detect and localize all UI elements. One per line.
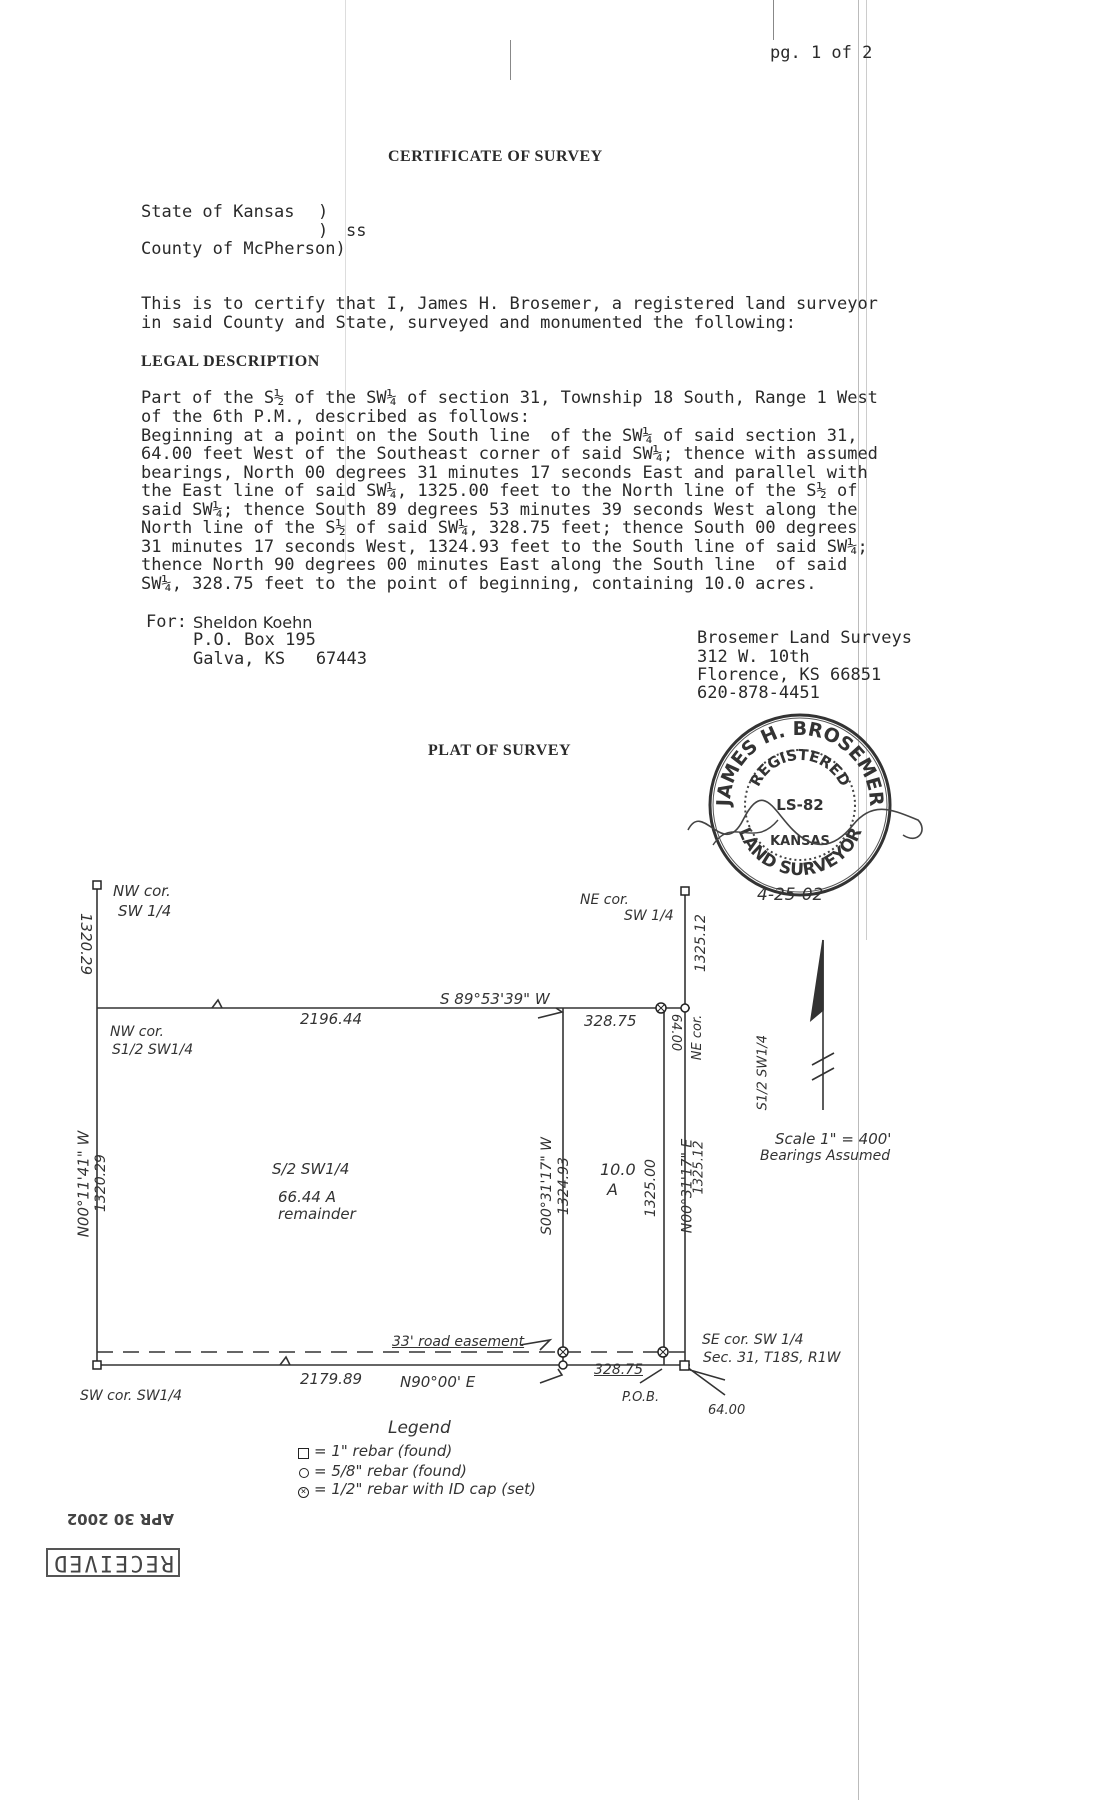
legend-title: Legend bbox=[388, 1418, 451, 1438]
bearings-note: Bearings Assumed bbox=[760, 1148, 891, 1164]
tract-acres-unit: A bbox=[607, 1180, 618, 1199]
east-distance-south: 1325.12 bbox=[691, 1140, 707, 1195]
client-address: P.O. Box 195 bbox=[193, 630, 316, 650]
legend-item: = 5/8" rebar (found) bbox=[314, 1462, 467, 1480]
south-bearing-label: N90°00' E bbox=[400, 1373, 476, 1391]
break-symbol bbox=[212, 1000, 222, 1008]
east-distance-north: 1325.12 bbox=[692, 914, 709, 972]
north-arrow bbox=[811, 940, 823, 1020]
venue-paren: ) bbox=[318, 202, 329, 222]
north-bearing-label: S 89°53'39" W bbox=[440, 990, 550, 1008]
for-label: For: bbox=[146, 612, 187, 632]
nw-cor-sw-label: SW 1/4 bbox=[118, 902, 172, 920]
north-offset-distance: 64.00 bbox=[668, 1013, 684, 1052]
venue-state: State of Kansas bbox=[141, 202, 295, 222]
north-distance-tract: 328.75 bbox=[584, 1012, 637, 1030]
legal-line: 31 minutes 17 seconds West, 1324.93 feet to the South line of said SW¼; bbox=[141, 537, 868, 557]
venue-county: County of McPherson) bbox=[141, 239, 346, 259]
east-bearing-label: N00°31'17" E bbox=[679, 1138, 696, 1234]
seal-top-text: JAMES H. BROSEMER bbox=[712, 717, 888, 807]
seal-date: 4-25-02 bbox=[757, 885, 824, 905]
page-number: pg. 1 of 2 bbox=[770, 43, 873, 63]
bearing-arrow bbox=[540, 1369, 562, 1383]
seal-license: LS-82 bbox=[776, 796, 824, 814]
easement-arrow bbox=[520, 1340, 550, 1350]
monument-found-5-8-rebar bbox=[559, 1361, 567, 1369]
tract-west-bearing: S00°31'17" W bbox=[538, 1137, 555, 1235]
received-stamp-word: RECEIVED bbox=[46, 1548, 180, 1577]
legend-cap-icon: × bbox=[298, 1487, 309, 1498]
received-stamp bbox=[30, 1510, 180, 1577]
legal-line: thence North 90 degrees 00 minutes East along the South line of said bbox=[141, 555, 848, 575]
monument-found-rebar bbox=[681, 887, 689, 895]
legal-line: the East line of said SW¼, 1325.00 feet to the North line of the S½ of bbox=[141, 481, 858, 501]
ne-cor-sw-label: NE cor. bbox=[580, 892, 629, 908]
seal-state: KANSAS bbox=[770, 834, 830, 849]
legal-line: of the 6th P.M., described as follows: bbox=[141, 407, 530, 427]
legal-line: 64.00 feet West of the Southeast corner of said SW¼; thence with assumed bbox=[141, 444, 878, 464]
legal-line: Part of the S½ of the SW¼ of section 31, Township 18 South, Range 1 West bbox=[141, 388, 878, 408]
legend-item: = 1/2" rebar with ID cap (set) bbox=[314, 1480, 536, 1498]
legend-square-icon bbox=[298, 1448, 309, 1459]
se-cor-label: Sec. 31, T18S, R1W bbox=[703, 1350, 841, 1366]
surveyor-name: Brosemer Land Surveys bbox=[697, 628, 912, 648]
venue-ss: ss bbox=[346, 221, 367, 241]
remainder-label: remainder bbox=[278, 1205, 356, 1223]
remainder-acres: 66.44 A bbox=[278, 1188, 336, 1206]
venue-paren: ) bbox=[318, 221, 329, 241]
monument-found-5-8-rebar bbox=[681, 1004, 689, 1012]
south-distance-west: 2179.89 bbox=[300, 1370, 363, 1388]
legend-circle-icon bbox=[299, 1468, 309, 1478]
plat-heading: PLAT OF SURVEY bbox=[428, 742, 572, 759]
road-easement-label: 33' road easement bbox=[392, 1334, 525, 1350]
monument-found-rebar bbox=[680, 1361, 689, 1370]
pob-pointer bbox=[640, 1369, 662, 1383]
south-distance-tract: 328.75 bbox=[594, 1362, 643, 1378]
tract-east-distance: 1325.00 bbox=[642, 1159, 659, 1217]
nw-cor-sw-label: NW cor. bbox=[113, 882, 171, 900]
legend-item: = 1" rebar (found) bbox=[314, 1442, 453, 1460]
surveyor-phone: 620-878-4451 bbox=[697, 683, 820, 703]
west-bearing-label: N00°11'41" W bbox=[74, 1130, 93, 1238]
nw-cor-s-half-label: NW cor. bbox=[110, 1024, 164, 1040]
ne-cor-sw-label: SW 1/4 bbox=[624, 908, 674, 924]
legal-line: bearings, North 00 degrees 31 minutes 17 seconds East and parallel with bbox=[141, 463, 868, 483]
nw-cor-s-half-label: S1/2 SW1/4 bbox=[112, 1042, 194, 1058]
surveyor-address: 312 W. 10th bbox=[697, 647, 810, 667]
pob-label: P.O.B. bbox=[622, 1390, 660, 1405]
legal-line: SW¼, 328.75 feet to the point of beginning, containing 10.0 acres. bbox=[141, 574, 817, 594]
west-distance-north: 1320.29 bbox=[77, 912, 96, 976]
document-title: CERTIFICATE OF SURVEY bbox=[388, 148, 603, 165]
west-distance-south: 1320.29 bbox=[92, 1154, 109, 1212]
sw-cor-label: SW cor. SW1/4 bbox=[80, 1388, 183, 1404]
legal-description-heading: LEGAL DESCRIPTION bbox=[141, 353, 320, 370]
received-stamp-date: APR 30 2002 bbox=[66, 1510, 174, 1528]
scale-note: Scale 1" = 400' bbox=[775, 1130, 892, 1148]
bearing-arrow bbox=[538, 1008, 562, 1018]
north-distance-west: 2196.44 bbox=[300, 1010, 363, 1028]
certification-line: in said County and State, surveyed and monumented the following: bbox=[141, 313, 797, 333]
surveyor-address: Florence, KS 66851 bbox=[697, 665, 882, 685]
tract-west-distance: 1324.93 bbox=[555, 1157, 572, 1215]
certification-line: This is to certify that I, James H. Brosemer, a registered land surveyor bbox=[141, 294, 878, 314]
ne-cor-s-half-label: NE cor. bbox=[690, 1014, 706, 1061]
legal-line: North line of the S½ of said SW¼, 328.75 feet; thence South 00 degrees bbox=[141, 518, 858, 538]
tract-acres: 10.0 bbox=[600, 1160, 636, 1179]
legal-line: said SW¼; thence South 89 degrees 53 minutes 39 seconds West along the bbox=[141, 500, 858, 520]
se-cor-label: SE cor. SW 1/4 bbox=[702, 1332, 804, 1348]
client-address: Galva, KS 67443 bbox=[193, 649, 367, 669]
legal-line: Beginning at a point on the South line of the SW¼ of said section 31, bbox=[141, 426, 858, 446]
seal-bottom-text: LAND SURVEYOR bbox=[733, 824, 867, 881]
south-offset-distance: 64.00 bbox=[708, 1403, 746, 1418]
client-name: Sheldon Koehn bbox=[193, 613, 313, 632]
break-symbol bbox=[280, 1357, 290, 1365]
monument-found-rebar bbox=[93, 881, 101, 889]
monument-found-rebar bbox=[93, 1361, 101, 1369]
ne-cor-s-half-label: S1/2 SW1/4 bbox=[755, 1035, 771, 1111]
seal-registered: REGISTERED bbox=[746, 745, 854, 790]
remainder-label: S/2 SW1/4 bbox=[272, 1160, 350, 1178]
pob-pointer bbox=[687, 1367, 725, 1395]
